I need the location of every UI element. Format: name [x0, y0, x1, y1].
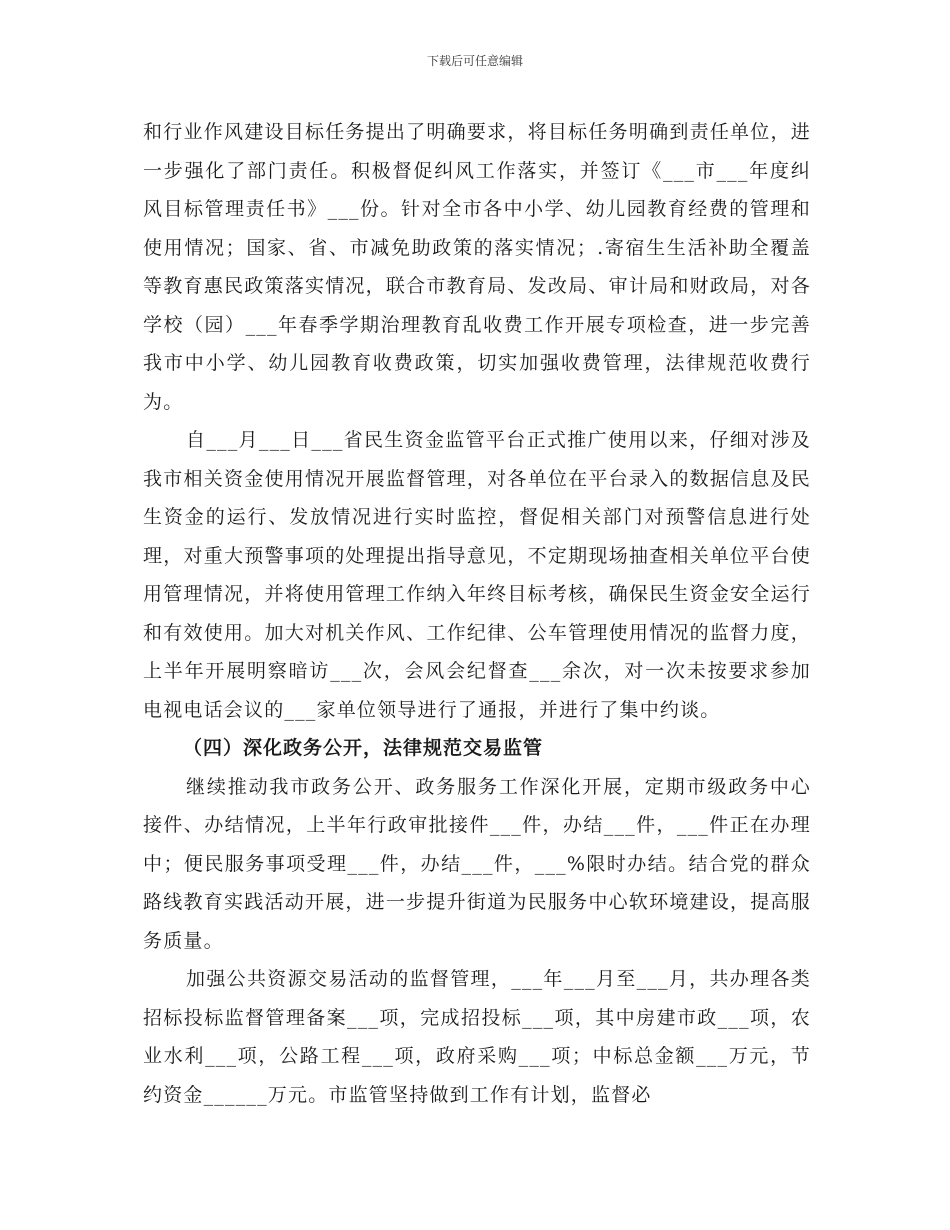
page-header: 下载后可任意编辑	[426, 54, 523, 68]
paragraph-3: 继续推动我市政务公开、政务服务工作深化开展，定期市级政务中心接件、办结情况，上半年行政审批接件___件，办结___件，___件正在办理中；便民服务事项受理___件，办结___件，___%限时办结。结合党的群众路线教育实践活动开展，进一步提升街道为民服务中心软环境建设，提高服务质量。	[143, 775, 811, 952]
document-body	[143, 113, 811, 1114]
paragraph-4: 加强公共资源交易活动的监督管理，___年___月至___月，共办理各类招标投标监督管理备案___项，完成招投标___项，其中房建市政___项，农业水利___项，公路工程___项，政府采购___项；中标总金额___万元，节约资金______万元。市监管坚持做到工作有计划，监督必	[143, 968, 811, 1106]
paragraph-2: 自___月___日___省民生资金监管平台正式推广使用以来，仔细对涉及我市相关资金使用情况开展监督管理，对各单位在平台录入的数据信息及民生资金的运行、发放情况进行实时监控，督促相关部门对预警信息进行处理，对重大预警事项的处理提出指导意见，不定期现场抽查相关单位平台使用管理情况，并将使用管理工作纳入年终目标考核，确保民生资金安全运行和有效使用。加大对机关作风、工作纪律、公车管理使用情况的监督力度，上半年开展明察暗访___次，会风会纪督查___余次，对一次未按要求参加电视电话会议的___家单位领导进行了通报，并进行了集中约谈。	[143, 429, 811, 721]
section-heading: （四）深化政务公开，法律规范交易监管	[183, 737, 544, 759]
paragraph-1: 和行业作风建设目标任务提出了明确要求，将目标任务明确到责任单位，进一步强化了部门责任。积极督促纠风工作落实，并签订《___市___年度纠风目标管理责任书》___份。针对全市各中小学、幼儿园教育经费的管理和使用情况；国家、省、市减免助政策的落实情况；.寄宿生生活补助全覆盖等教育惠民政策落实情况，联合市教育局、发改局、审计局和财政局，对各学校（园）___年春季学期治理教育乱收费工作开展专项检查，进一步完善我市中小学、幼儿园教育收费政策，切实加强收费管理，法律规范收费行为。	[143, 121, 811, 413]
